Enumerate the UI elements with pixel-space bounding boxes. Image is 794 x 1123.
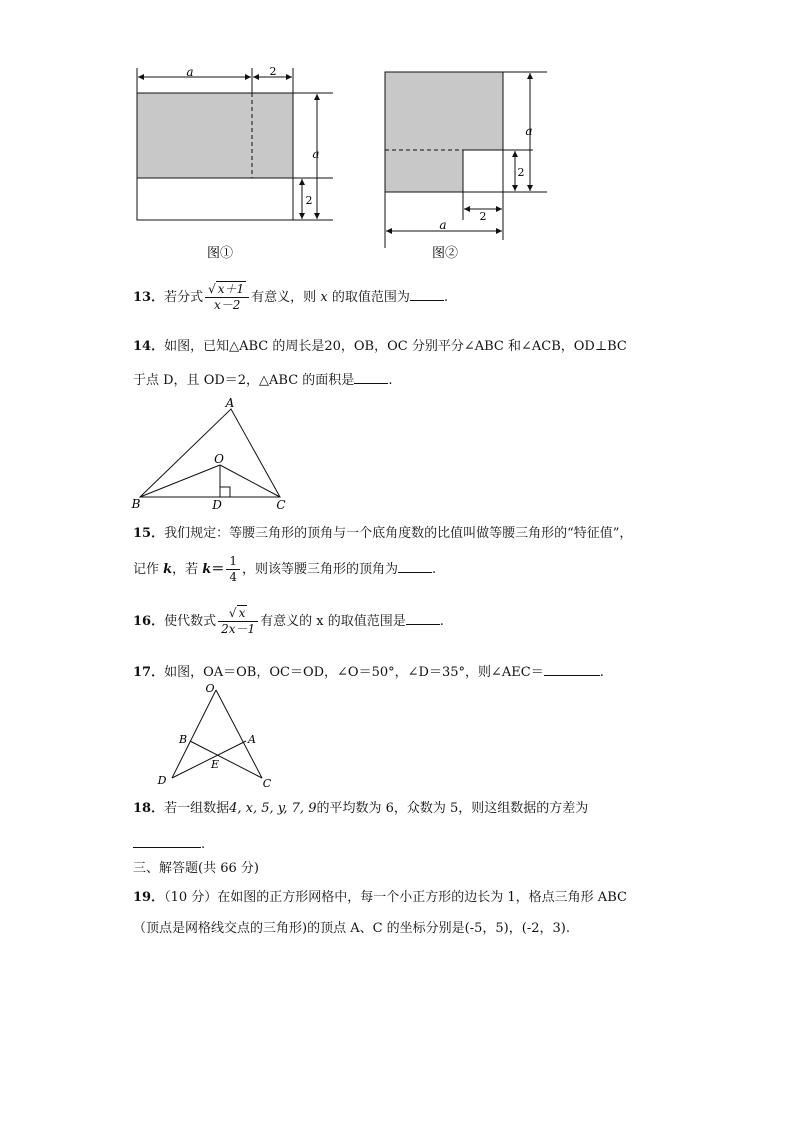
q14-label-B: B <box>131 497 141 511</box>
q17-text: 如图，OA＝OB，OC＝OD，∠O＝50°，∠D＝35°，则∠AEC＝ <box>164 665 544 680</box>
q18-number: 18． <box>133 801 165 816</box>
q18-prefix: 若一组数据 <box>164 801 230 816</box>
question-16 <box>133 606 444 637</box>
figure-2 <box>375 60 565 270</box>
q13-numerator: x＋1 <box>217 282 245 296</box>
q14-answer-blank[interactable] <box>354 369 388 384</box>
q15-number: 15． <box>133 526 165 541</box>
q15-line1: 我们规定：等腰三角形的顶角与一个底角度数的比值叫做等腰三角形的“特征值”， <box>164 526 633 541</box>
question-14-line2 <box>133 369 392 390</box>
q15-fraction <box>226 554 240 585</box>
fig1-label-a-right: a <box>312 147 320 161</box>
fig1-label-2-top: 2 <box>269 65 277 78</box>
q17-end: . <box>599 665 604 680</box>
q16-denominator: 2x－1 <box>221 622 256 636</box>
fig2-caption: 图② <box>431 246 459 261</box>
section-3-title: 三、解答题(共 66 分) <box>133 861 259 876</box>
q15-denominator: 4 <box>229 570 237 584</box>
q16-number: 16． <box>133 614 165 629</box>
q16-end: . <box>439 614 444 629</box>
q17-label-D: D <box>157 774 167 787</box>
q16-suffix: 有意义的 x 的取值范围是 <box>260 614 406 629</box>
q15-numerator: 1 <box>226 554 240 570</box>
q16-prefix: 使代数式 <box>164 614 217 629</box>
q13-number: 13． <box>133 290 165 305</box>
q14-line2: 于点 D，且 OD＝2，△ABC 的面积是 <box>133 373 355 388</box>
fig2-label-2-right: 2 <box>517 166 525 179</box>
q14-number: 14． <box>133 339 165 354</box>
q14-label-A: A <box>225 396 235 410</box>
q18-answer-blank[interactable] <box>133 833 201 848</box>
q13-end: . <box>443 290 448 305</box>
q13-fraction: $\frac{√ x+1}{x-2}$ <box>205 282 249 313</box>
q14-label-D: D <box>212 498 222 512</box>
question-19-line1 <box>133 889 627 907</box>
q15-prefix: 记作 <box>133 562 164 577</box>
q14-label-O: O <box>214 452 224 466</box>
q14-label-C: C <box>276 498 286 512</box>
q13-answer-blank[interactable] <box>410 286 444 301</box>
question-14-line1 <box>133 338 627 356</box>
q13-denominator: x－2 <box>213 298 241 312</box>
q14-triangle-figure <box>128 395 298 513</box>
q17-number: 17． <box>133 665 165 680</box>
fig1-label-2-right: 2 <box>305 194 313 207</box>
q14-end: . <box>388 373 393 388</box>
q18-suffix: 的平均数为 6，众数为 5，则这组数据的方差为 <box>316 801 589 816</box>
shaded-area-2 <box>385 72 503 192</box>
q19-number: 19． <box>133 890 165 905</box>
q17-label-O: O <box>205 682 215 695</box>
q15-answer-blank[interactable] <box>398 558 432 573</box>
q17-answer-blank[interactable] <box>544 661 600 676</box>
q16-answer-blank[interactable] <box>406 610 440 625</box>
q15-k1: k <box>163 562 173 577</box>
q16-fraction: $\frac{√ x}{2x-1}$ <box>218 606 258 637</box>
q15-k2: k <box>202 562 212 577</box>
q13-var: x <box>320 290 328 305</box>
fig1-caption: 图① <box>206 246 234 261</box>
q17-label-C: C <box>262 777 272 790</box>
fig2-label-a-bottom: a <box>439 218 447 232</box>
q13-suffix-2: 的取值范围为 <box>331 290 410 305</box>
question-13 <box>133 282 448 313</box>
q18-end: . <box>201 837 206 852</box>
q17-label-E: E <box>210 758 220 771</box>
q14-line1: 如图，已知△ABC 的周长是20，OB，OC 分别平分∠ABC 和∠ACB，OD⊥BC <box>164 339 627 354</box>
q17-figure <box>150 680 280 792</box>
question-18 <box>133 800 588 818</box>
fig2-label-a-right: a <box>525 124 533 138</box>
fig1-label-a-top: a <box>186 65 194 79</box>
figure-1 <box>120 60 350 270</box>
question-18-line2 <box>133 833 205 854</box>
question-19-line2 <box>133 920 570 938</box>
q15-eq: ＝ <box>211 562 225 577</box>
question-15-line1 <box>133 525 632 543</box>
q13-prefix: 若分式 <box>164 290 204 305</box>
q15-end: . <box>431 562 437 577</box>
q17-label-A: A <box>248 733 256 746</box>
q19-line2: （顶点是网格线交点的三角形)的顶点 A、C 的坐标分别是(-5，5)，(-2，3). <box>133 921 570 936</box>
q18-data: 4, x, 5, y, 7, 9 <box>229 801 317 816</box>
q15-mid: ，若 <box>172 562 203 577</box>
question-17 <box>133 661 604 682</box>
q15-suffix: ，则该等腰三角形的顶角为 <box>241 562 398 577</box>
q17-label-B: B <box>178 733 188 746</box>
fig2-label-2-bottom: 2 <box>479 210 487 223</box>
shaded-area <box>137 93 293 178</box>
question-15-line2 <box>133 554 436 585</box>
q13-suffix-1: 有意义，则 <box>251 290 317 305</box>
q19-line1: （10 分）在如图的正方形网格中，每一个小正方形的边长为 1，格点三角形 ABC <box>164 890 627 905</box>
q16-numerator: x <box>238 606 246 620</box>
